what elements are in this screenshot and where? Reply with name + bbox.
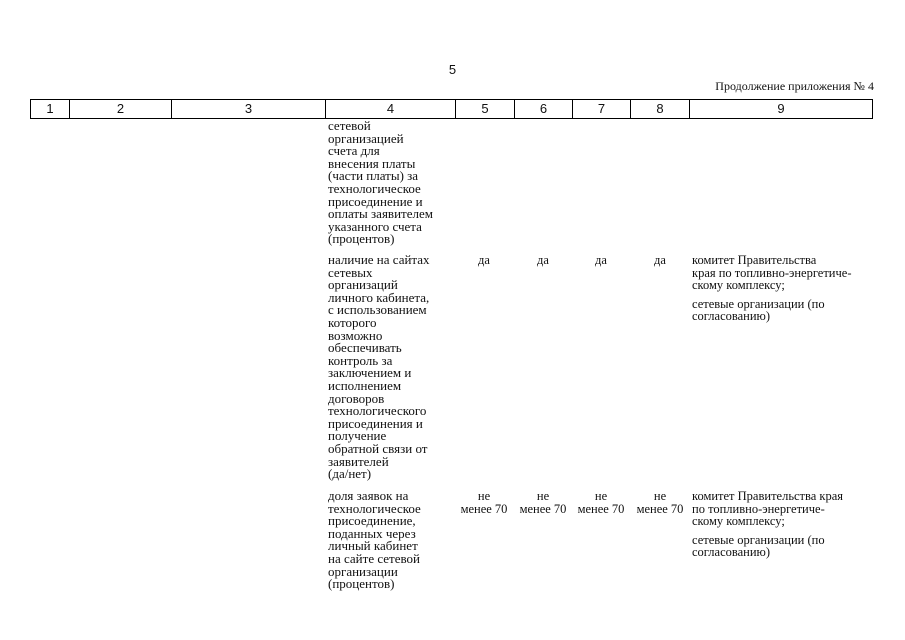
row2-col9-para2: сетевые организации (по согласованию): [692, 532, 825, 560]
continuation-label: Продолжение приложения № 4: [715, 79, 874, 93]
header-col-9: 9: [689, 100, 872, 118]
row1-col7-value: да: [595, 253, 607, 267]
header-col-7: 7: [572, 100, 630, 118]
row2-col7-value: не менее 70: [577, 489, 625, 516]
row1-col8-value: да: [654, 253, 666, 267]
row2-col8-value: не менее 70: [636, 489, 684, 516]
header-col-2: 2: [69, 100, 171, 118]
row2-col9-responsible: [692, 490, 877, 559]
row2-col6-value: не менее 70: [519, 489, 567, 516]
row1-col5-value: да: [478, 253, 490, 267]
header-col-6: 6: [514, 100, 572, 118]
header-col-1: 1: [46, 101, 54, 116]
row2-col9-para1: комитет Правительства края по топливно-энергетиче- скому комплексу;: [692, 489, 844, 529]
row1-col9-responsible: [692, 254, 877, 323]
row1-col4-text: наличие на сайтах сетевых организаций личного кабинета, с использованием которого возможно обеспечивать контроль за заключением и исполнением договоров технологического присоединения и получение обратной связи от заявителей (да/нет): [328, 252, 430, 482]
row2-col5-value: не менее 70: [460, 489, 508, 516]
header-col-5: 5: [455, 100, 514, 118]
row2-col4-text: доля заявок на технологическое присоединение, поданных через личный кабинет на сайте сетевой организации (процентов): [328, 488, 421, 592]
row1-col6-value: да: [537, 253, 549, 267]
row1-col9-para1: комитет Правительства края по топливно-энергетиче- скому комплексу;: [692, 253, 852, 293]
row0-col4-text: сетевой организацией счета для внесения платы (части платы) за технологическое присоединение и оплаты заявителем указанного счета (процентов): [328, 118, 433, 247]
header-col-3: 3: [171, 100, 325, 118]
header-col-4: 4: [325, 100, 455, 118]
table-header-row: [30, 99, 873, 119]
header-col-8: 8: [630, 100, 689, 118]
row1-col9-para2: сетевые организации (по согласованию): [692, 296, 825, 324]
page-number: 5: [448, 62, 457, 77]
